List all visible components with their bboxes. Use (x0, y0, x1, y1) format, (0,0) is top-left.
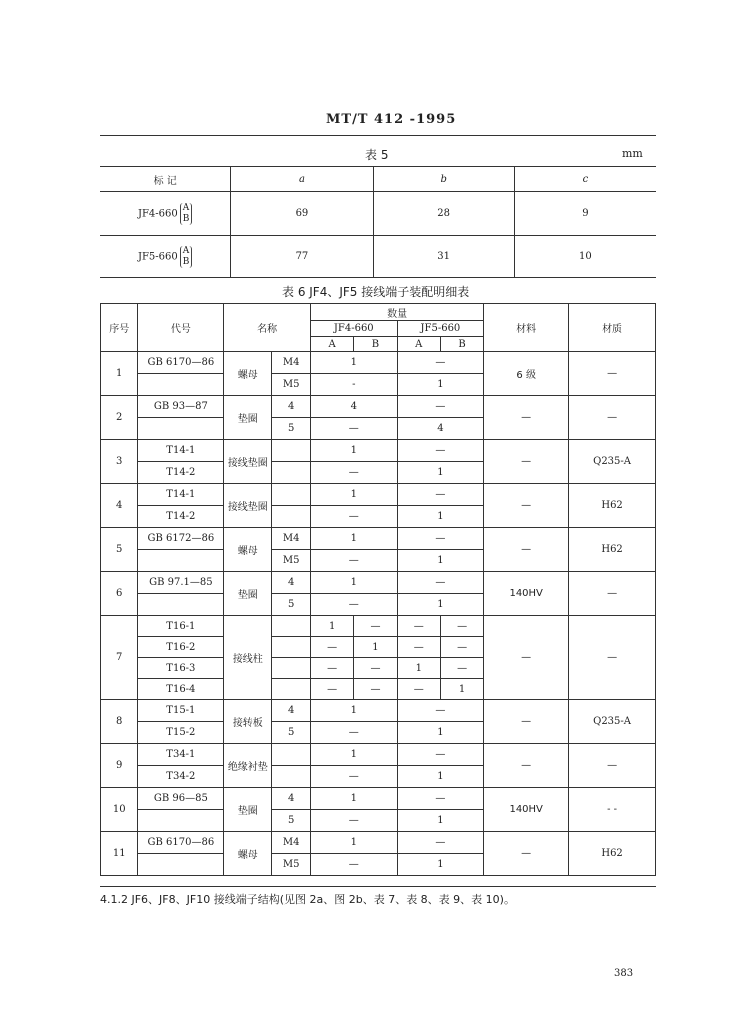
qty-cell: 1 (354, 637, 397, 658)
variant-label: B (182, 256, 190, 267)
material-cell: — (484, 744, 569, 788)
col-jf4-b: B (354, 337, 397, 352)
material-cell: — (484, 484, 569, 528)
spec-cell: M5 (272, 854, 311, 876)
qty-cell: 1 (397, 658, 440, 679)
material-cell: — (484, 440, 569, 484)
qty-cell: — (397, 352, 484, 374)
code-cell: GB 6170—86 (138, 352, 224, 374)
qty-cell: — (397, 396, 484, 418)
qty-cell: 1 (310, 832, 397, 854)
qty-cell: 1 (397, 374, 484, 396)
code-cell: T16-4 (138, 679, 224, 700)
table5-mark-cell (100, 192, 231, 236)
code-cell: T16-3 (138, 658, 224, 679)
quality-cell: — (569, 744, 656, 788)
qty-cell: — (397, 528, 484, 550)
qty-cell: — (397, 637, 440, 658)
qty-cell: 1 (310, 572, 397, 594)
col-seq: 序号 (101, 304, 138, 352)
col-name: 名称 (224, 304, 311, 352)
code-cell: T14-2 (138, 462, 224, 484)
table6 (100, 303, 656, 876)
col-jf4: JF4-660 (310, 321, 397, 337)
table5-col-mark: 标 记 (100, 167, 231, 192)
footnote: 4.1.2 JF6、JF8、JF10 接线端子结构(见图 2a、图 2b、表 7、表 8、表 9、表 10)。 (100, 893, 515, 906)
table-row (101, 528, 656, 550)
seq-cell: 4 (101, 484, 138, 528)
code-cell (138, 550, 224, 572)
table6-bottom-rule (100, 886, 656, 887)
table6-title: 表 6 JF4、JF5 接线端子装配明细表 (282, 285, 470, 299)
table5-mark: JF4-660 (137, 208, 178, 219)
code-cell: GB 96—85 (138, 788, 224, 810)
qty-cell: — (440, 658, 483, 679)
qty-cell: — (397, 572, 484, 594)
table-row (101, 700, 656, 722)
quality-cell: Q235-A (569, 440, 656, 484)
qty-cell: — (310, 462, 397, 484)
table5-col-a: a (231, 167, 373, 192)
table5-title: 表 5 (365, 148, 389, 162)
col-quality: 材质 (569, 304, 656, 352)
spec-cell: 5 (272, 418, 311, 440)
table-row (101, 484, 656, 506)
name-cell: 接线垫圈 (224, 484, 272, 528)
qty-cell: — (310, 766, 397, 788)
qty-cell: — (310, 854, 397, 876)
seq-cell: 2 (101, 396, 138, 440)
spec-cell: M4 (272, 832, 311, 854)
variant-label: A (182, 202, 190, 213)
seq-cell: 3 (101, 440, 138, 484)
qty-cell: — (397, 788, 484, 810)
name-cell: 螺母 (224, 352, 272, 396)
col-jf4-a: A (310, 337, 353, 352)
quality-cell: — (569, 616, 656, 700)
quality-cell: — (569, 396, 656, 440)
table5-unit: mm (622, 147, 643, 160)
material-cell: 6 级 (484, 352, 569, 396)
name-cell: 接线柱 (224, 616, 272, 700)
col-code: 代号 (138, 304, 224, 352)
name-cell: 垫圈 (224, 788, 272, 832)
code-cell (138, 374, 224, 396)
spec-cell (272, 658, 311, 679)
table-row (101, 616, 656, 637)
table-row (101, 396, 656, 418)
qty-cell: — (354, 679, 397, 700)
qty-cell: — (310, 418, 397, 440)
qty-cell: 1 (310, 484, 397, 506)
qty-cell: — (310, 810, 397, 832)
qty-cell: — (310, 550, 397, 572)
table5-cell-c: 10 (514, 236, 656, 278)
spec-cell (272, 462, 311, 484)
name-cell: 螺母 (224, 832, 272, 876)
seq-cell: 5 (101, 528, 138, 572)
col-jf5-b: B (440, 337, 483, 352)
spec-cell: 5 (272, 810, 311, 832)
code-cell: T34-2 (138, 766, 224, 788)
quality-cell: H62 (569, 528, 656, 572)
standard-header: MT/T 412 -1995 (326, 112, 457, 127)
top-rule (100, 135, 656, 136)
code-cell: GB 6170—86 (138, 832, 224, 854)
table-row (101, 788, 656, 810)
qty-cell: 4 (310, 396, 397, 418)
qty-cell: — (310, 722, 397, 744)
table5-cell-b: 28 (373, 192, 514, 236)
qty-cell: — (397, 440, 484, 462)
table5-cell-a: 77 (231, 236, 373, 278)
code-cell: GB 6172—86 (138, 528, 224, 550)
variant-label: A (182, 245, 190, 256)
qty-cell: — (310, 637, 353, 658)
quality-cell: H62 (569, 484, 656, 528)
spec-cell: 5 (272, 722, 311, 744)
qty-cell: 1 (310, 700, 397, 722)
col-jf5-a: A (397, 337, 440, 352)
table5-mark: JF5-660 (137, 251, 178, 263)
code-cell (138, 418, 224, 440)
qty-cell: 1 (310, 528, 397, 550)
material-cell: 140HV (484, 572, 569, 616)
qty-cell: — (310, 506, 397, 528)
qty-cell: 1 (397, 854, 484, 876)
name-cell: 垫圈 (224, 572, 272, 616)
seq-cell: 11 (101, 832, 138, 876)
code-cell: T15-2 (138, 722, 224, 744)
qty-cell: — (397, 744, 484, 766)
qty-cell: — (397, 679, 440, 700)
qty-cell: — (397, 616, 440, 637)
quality-cell: - - (569, 788, 656, 832)
qty-cell: 1 (397, 766, 484, 788)
qty-cell: — (310, 679, 353, 700)
code-cell: GB 93—87 (138, 396, 224, 418)
spec-cell: 5 (272, 594, 311, 616)
table-row (101, 440, 656, 462)
spec-cell: M5 (272, 374, 311, 396)
code-cell: T14-1 (138, 484, 224, 506)
code-cell (138, 810, 224, 832)
qty-cell: 1 (397, 594, 484, 616)
col-jf5: JF5-660 (397, 321, 484, 337)
name-cell: 垫圈 (224, 396, 272, 440)
qty-cell: 1 (397, 506, 484, 528)
qty-cell: 1 (310, 440, 397, 462)
table5-cell-b: 31 (373, 236, 514, 278)
spec-cell: 4 (272, 572, 311, 594)
col-material: 材料 (484, 304, 569, 352)
qty-cell: — (397, 484, 484, 506)
seq-cell: 7 (101, 616, 138, 700)
spec-cell: M4 (272, 352, 311, 374)
spec-cell (272, 744, 311, 766)
name-cell: 接线垫圈 (224, 440, 272, 484)
qty-cell: — (440, 616, 483, 637)
material-cell: — (484, 396, 569, 440)
material-cell: — (484, 832, 569, 876)
qty-cell: 1 (310, 352, 397, 374)
table-row (100, 236, 656, 278)
table-row (101, 352, 656, 374)
table5-col-c: c (514, 167, 656, 192)
table-row (100, 192, 656, 236)
page-number: 383 (614, 968, 634, 979)
table5-col-b: b (373, 167, 514, 192)
code-cell: T14-1 (138, 440, 224, 462)
quality-cell: H62 (569, 832, 656, 876)
code-cell: T34-1 (138, 744, 224, 766)
qty-cell: 1 (397, 722, 484, 744)
table-row (101, 572, 656, 594)
table5-cell-a: 69 (231, 192, 373, 236)
spec-cell: 4 (272, 788, 311, 810)
spec-cell (272, 616, 311, 637)
code-cell (138, 854, 224, 876)
material-cell: 140HV (484, 788, 569, 832)
code-cell: T16-1 (138, 616, 224, 637)
material-cell: — (484, 700, 569, 744)
table5-mark-cell (100, 236, 231, 278)
qty-cell: — (310, 594, 397, 616)
table5-cell-c: 9 (514, 192, 656, 236)
spec-cell: 4 (272, 396, 311, 418)
qty-cell: 1 (440, 679, 483, 700)
quality-cell: — (569, 572, 656, 616)
spec-cell: M4 (272, 528, 311, 550)
qty-cell: — (397, 832, 484, 854)
name-cell: 绝缘衬垫 (224, 744, 272, 788)
table5-bottom-rule (100, 277, 656, 278)
seq-cell: 10 (101, 788, 138, 832)
seq-cell: 8 (101, 700, 138, 744)
material-cell: — (484, 528, 569, 572)
spec-cell: 4 (272, 700, 311, 722)
code-cell: T14-2 (138, 506, 224, 528)
seq-cell: 6 (101, 572, 138, 616)
qty-cell: 1 (310, 788, 397, 810)
table-row (101, 744, 656, 766)
name-cell: 接转板 (224, 700, 272, 744)
code-cell: T15-1 (138, 700, 224, 722)
code-cell: GB 97.1—85 (138, 572, 224, 594)
code-cell (138, 594, 224, 616)
spec-cell: M5 (272, 550, 311, 572)
material-cell: — (484, 616, 569, 700)
seq-cell: 9 (101, 744, 138, 788)
table-row (101, 832, 656, 854)
spec-cell (272, 679, 311, 700)
table5 (100, 166, 656, 278)
qty-cell: 1 (397, 550, 484, 572)
quality-cell: — (569, 352, 656, 396)
spec-cell (272, 766, 311, 788)
qty-cell: 1 (397, 462, 484, 484)
name-cell: 螺母 (224, 528, 272, 572)
qty-cell: — (354, 616, 397, 637)
spec-cell (272, 440, 311, 462)
spec-cell (272, 506, 311, 528)
qty-cell: — (397, 700, 484, 722)
qty-cell: 1 (397, 810, 484, 832)
variant-label: B (182, 213, 190, 224)
qty-cell: — (440, 637, 483, 658)
code-cell: T16-2 (138, 637, 224, 658)
col-qty: 数量 (310, 304, 483, 321)
spec-cell (272, 637, 311, 658)
quality-cell: Q235-A (569, 700, 656, 744)
qty-cell: - (310, 374, 397, 396)
seq-cell: 1 (101, 352, 138, 396)
qty-cell: — (310, 658, 353, 679)
qty-cell: 1 (310, 744, 397, 766)
qty-cell: 4 (397, 418, 484, 440)
spec-cell (272, 484, 311, 506)
qty-cell: 1 (310, 616, 353, 637)
qty-cell: — (354, 658, 397, 679)
